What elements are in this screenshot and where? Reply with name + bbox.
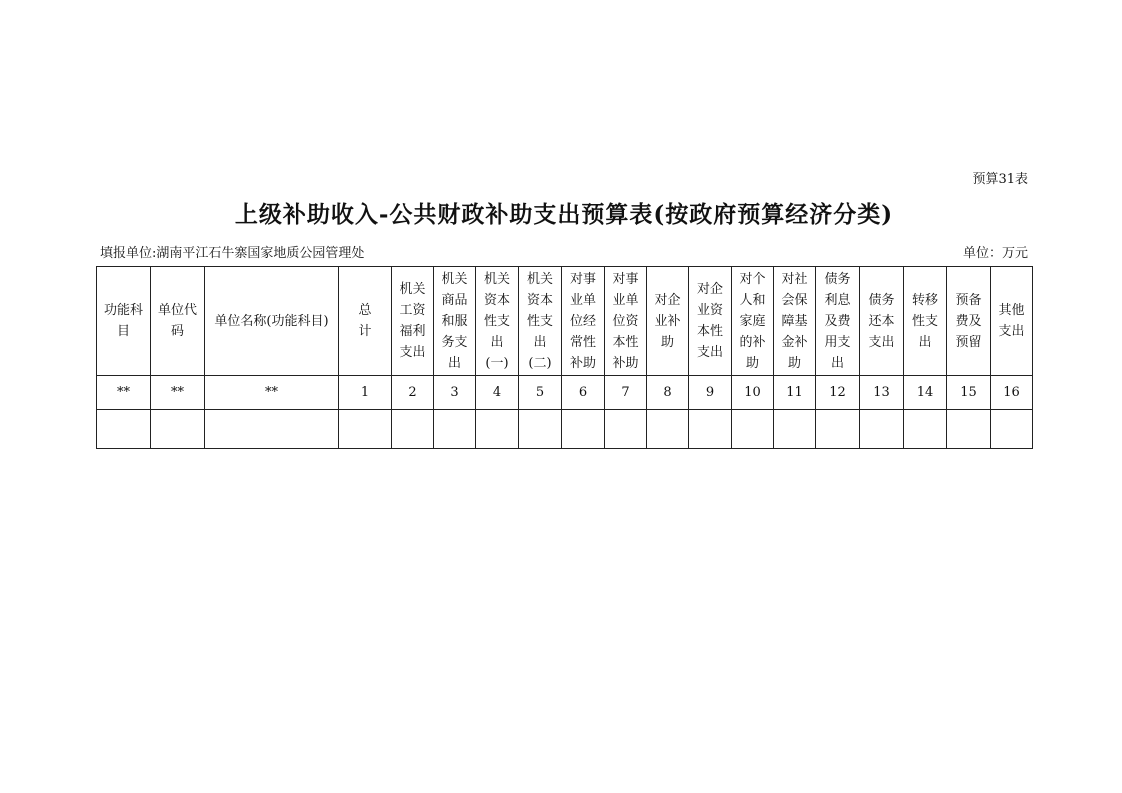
column-header	[774, 267, 816, 376]
header-line: 债务	[824, 271, 851, 287]
column-header	[205, 267, 339, 376]
header-line: 资本	[526, 292, 553, 308]
header-line: 的补	[739, 334, 766, 350]
budget-table	[96, 266, 1033, 449]
header-line: 业单	[569, 292, 596, 308]
table-cell	[732, 410, 774, 449]
header-line: 障基	[781, 313, 808, 329]
column-header	[97, 267, 151, 376]
header-line: 出	[830, 355, 844, 371]
header-line: 预备	[955, 292, 982, 308]
table-cell	[519, 410, 562, 449]
header-line: 单位名称(功能科目)	[214, 313, 329, 329]
header-line: 机关	[399, 282, 426, 297]
index-cell: 9	[689, 376, 732, 410]
table-cell	[689, 410, 732, 449]
header-row	[97, 267, 1033, 376]
index-cell: 1	[339, 376, 392, 410]
header-line: 出	[447, 355, 461, 371]
page-title: 上级补助收入-公共财政补助支出预算表(按政府预算经济分类)	[234, 201, 894, 228]
header-line: 和服	[441, 313, 468, 329]
header-line: 对企	[696, 282, 723, 297]
reporting-unit: 填报单位:湖南平江石牛寨国家地质公园管理处	[100, 246, 365, 261]
index-cell: 7	[605, 376, 647, 410]
index-cell: 13	[860, 376, 904, 410]
header-line: 其他	[998, 303, 1025, 318]
header-line: 出	[490, 334, 504, 350]
header-line: 业补	[654, 313, 681, 329]
index-row	[97, 376, 1033, 410]
header-line: 目	[116, 324, 130, 339]
header-line: 业单	[612, 292, 639, 308]
header-line: 助	[660, 334, 674, 350]
header-line: 会保	[781, 292, 808, 308]
header-line: 单位代	[157, 303, 197, 318]
column-header	[947, 267, 991, 376]
table-cell	[860, 410, 904, 449]
header-line: 还本	[868, 313, 895, 329]
header-line: 务支	[441, 334, 468, 350]
table-cell	[605, 410, 647, 449]
header-line: 金补	[781, 334, 808, 350]
header-line: 用支	[824, 334, 851, 350]
header-line: 本性	[696, 324, 723, 339]
header-line: (二)	[528, 355, 552, 371]
header-line: 补助	[569, 355, 596, 371]
header-line: 及费	[824, 313, 851, 329]
header-line: 助	[745, 355, 759, 371]
header-line: 本性	[612, 334, 639, 350]
column-header	[519, 267, 562, 376]
table-cell	[562, 410, 605, 449]
index-cell: 15	[947, 376, 991, 410]
column-header	[562, 267, 605, 376]
header-line: 福利	[399, 324, 426, 339]
header-line: 位资	[612, 313, 639, 329]
table-cell	[947, 410, 991, 449]
header-line: 出	[918, 334, 932, 350]
table-cell	[774, 410, 816, 449]
index-cell: 3	[434, 376, 476, 410]
header-line: 资本	[483, 292, 510, 308]
column-header	[434, 267, 476, 376]
header-line: 位经	[569, 313, 596, 329]
column-header	[605, 267, 647, 376]
column-header	[732, 267, 774, 376]
header-line: 补助	[612, 355, 639, 371]
table-cell	[434, 410, 476, 449]
table-cell	[205, 410, 339, 449]
header-line: 总	[358, 303, 372, 318]
header-line: 码	[170, 324, 184, 339]
header-line: 支出	[998, 324, 1025, 339]
index-cell: **	[97, 376, 151, 410]
header-line: 机关	[526, 271, 553, 287]
header-line: 性支	[483, 313, 510, 329]
index-cell: 16	[991, 376, 1033, 410]
column-header	[860, 267, 904, 376]
header-line: 性支	[911, 313, 938, 329]
index-cell: **	[151, 376, 205, 410]
header-line: 支出	[868, 334, 895, 350]
header-line: 商品	[441, 292, 468, 308]
index-cell: 2	[392, 376, 434, 410]
index-cell: 8	[647, 376, 689, 410]
empty-data-row	[97, 410, 1033, 449]
header-line: 对事	[569, 271, 596, 287]
table-cell	[991, 410, 1033, 449]
index-cell: 6	[562, 376, 605, 410]
header-line: 出	[533, 334, 547, 350]
header-line: 机关	[441, 271, 468, 287]
header-line: 性支	[526, 313, 553, 329]
index-cell: 4	[476, 376, 519, 410]
header-line: 对个	[739, 271, 766, 287]
table-cell	[904, 410, 947, 449]
header-line: 债务	[868, 292, 895, 308]
column-header	[991, 267, 1033, 376]
header-line: 功能科	[103, 303, 143, 318]
column-header	[392, 267, 434, 376]
header-line: 人和	[739, 292, 766, 308]
header-line: 支出	[696, 345, 723, 360]
header-line: 预留	[955, 334, 982, 350]
table-cell	[151, 410, 205, 449]
column-header	[476, 267, 519, 376]
index-cell: 10	[732, 376, 774, 410]
column-header	[816, 267, 860, 376]
table-cell	[97, 410, 151, 449]
header-line: 业资	[696, 303, 723, 318]
currency-unit: 单位：万元	[962, 246, 1028, 261]
header-line: 对社	[781, 271, 808, 287]
header-line: 家庭	[739, 313, 766, 329]
form-number: 预算31表	[972, 172, 1028, 187]
header-line: (一)	[485, 355, 509, 371]
index-cell: 14	[904, 376, 947, 410]
header-line: 利息	[824, 292, 851, 308]
header-line: 常性	[569, 334, 596, 350]
header-line: 助	[787, 355, 801, 371]
column-header	[339, 267, 392, 376]
column-header	[904, 267, 947, 376]
table-cell	[816, 410, 860, 449]
table-cell	[392, 410, 434, 449]
header-line: 费及	[955, 313, 982, 329]
header-line: 对事	[612, 271, 639, 287]
header-line: 转移	[911, 292, 938, 308]
index-cell: 5	[519, 376, 562, 410]
index-cell: 12	[816, 376, 860, 410]
header-line: 工资	[399, 303, 426, 318]
table-cell	[339, 410, 392, 449]
header-line: 支出	[399, 345, 426, 360]
header-line: 对企	[654, 292, 681, 308]
column-header	[151, 267, 205, 376]
table-cell	[476, 410, 519, 449]
header-line: 计	[358, 324, 372, 339]
table-cell	[647, 410, 689, 449]
header-line: 机关	[483, 271, 510, 287]
index-cell: 11	[774, 376, 816, 410]
column-header	[647, 267, 689, 376]
index-cell: **	[205, 376, 339, 410]
column-header	[689, 267, 732, 376]
